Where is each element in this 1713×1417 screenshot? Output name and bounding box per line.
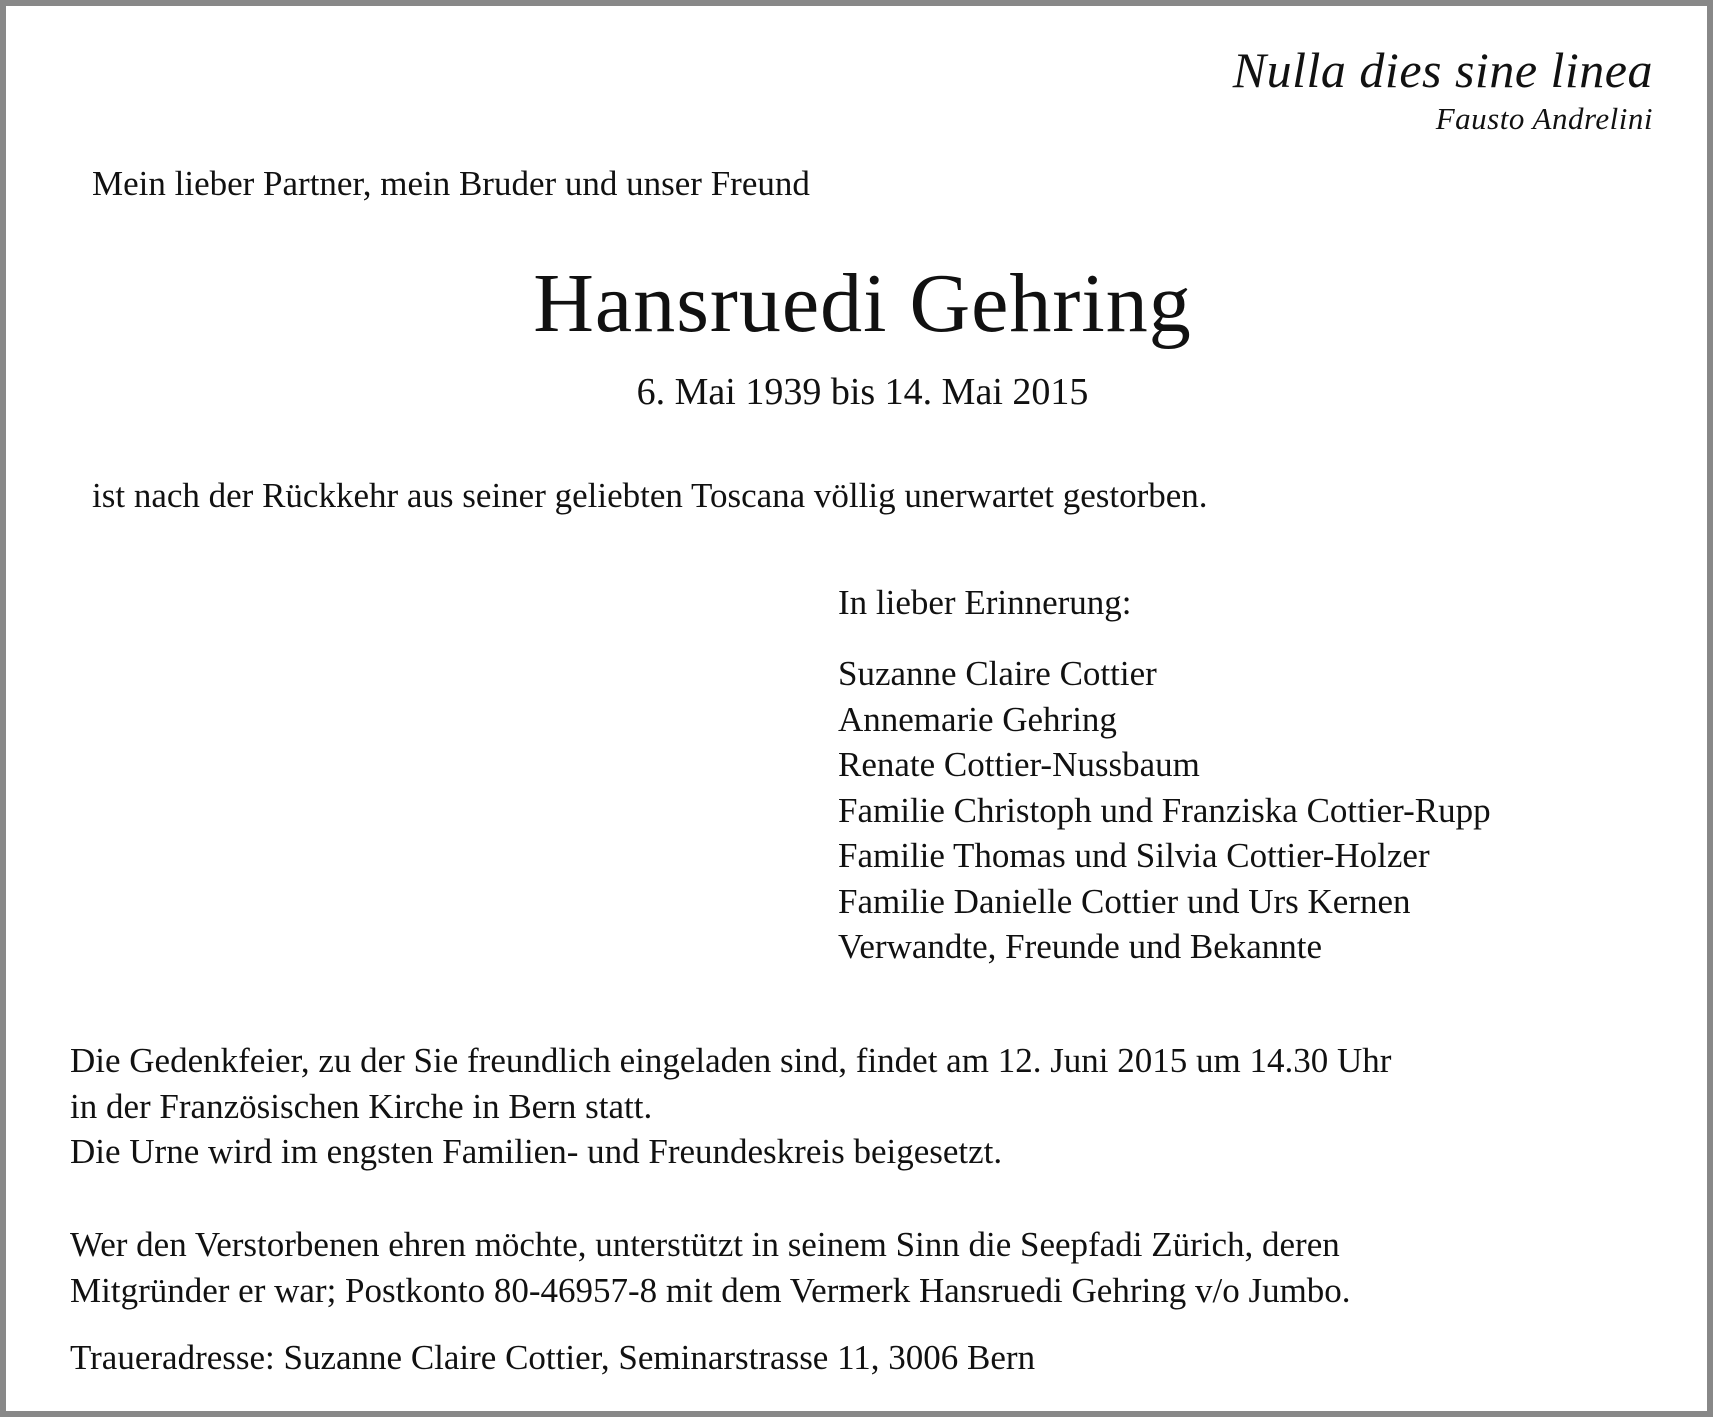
mourner-item: Verwandte, Freunde und Bekannte (838, 927, 1323, 966)
motto-author: Fausto Andrelini (1435, 101, 1653, 136)
mourner-item: Annemarie Gehring (838, 699, 1117, 739)
mourning-address: Traueradresse: Suzanne Claire Cottier, Seminarstrasse 11, 3006 Bern (70, 1338, 1036, 1377)
motto-quote: Nulla dies sine linea (1232, 42, 1653, 98)
motto (1233, 40, 1653, 138)
ceremony-line: Die Urne wird im engsten Familien- und Freundeskreis beigesetzt. (70, 1132, 1003, 1171)
deceased-name: Hansruedi Gehring (533, 257, 1192, 350)
mourner-item: Renate Cottier-Nussbaum (838, 745, 1200, 784)
ceremony-paragraph (70, 1038, 1391, 1175)
ceremony-line: Die Gedenkfeier, zu der Sie freundlich eingeladen sind, findet am 12. Juni 2015 um 14.30 Uhr (70, 1041, 1392, 1080)
ceremony-line: in der Französischen Kirche in Bern statt. (70, 1086, 653, 1126)
mourner-item: Familie Danielle Cottier und Urs Kernen (838, 881, 1411, 921)
donation-line: Wer den Verstorbenen ehren möchte, unterstützt in seinem Sinn die Seepfadi Zürich, deren (70, 1225, 1340, 1264)
memory-heading: In lieber Erinnerung: (838, 583, 1132, 622)
donation-paragraph (70, 1222, 1351, 1314)
mourner-item: Familie Christoph und Franziska Cottier-Rupp (838, 790, 1491, 830)
intro-line: Mein lieber Partner, mein Bruder und unser Freund (92, 164, 810, 203)
life-dates: 6. Mai 1939 bis 14. Mai 2015 (636, 371, 1089, 413)
donation-line: Mitgründer er war; Postkonto 80-46957-8 mit dem Vermerk Hansruedi Gehring v/o Jumbo. (70, 1271, 1351, 1310)
mourner-item: Familie Thomas und Silvia Cottier-Holzer (838, 836, 1430, 875)
mourners-list (838, 651, 1491, 970)
mourner-item: Suzanne Claire Cottier (838, 654, 1157, 693)
death-note: ist nach der Rückkehr aus seiner geliebten Toscana völlig unerwartet gestorben. (92, 476, 1208, 515)
